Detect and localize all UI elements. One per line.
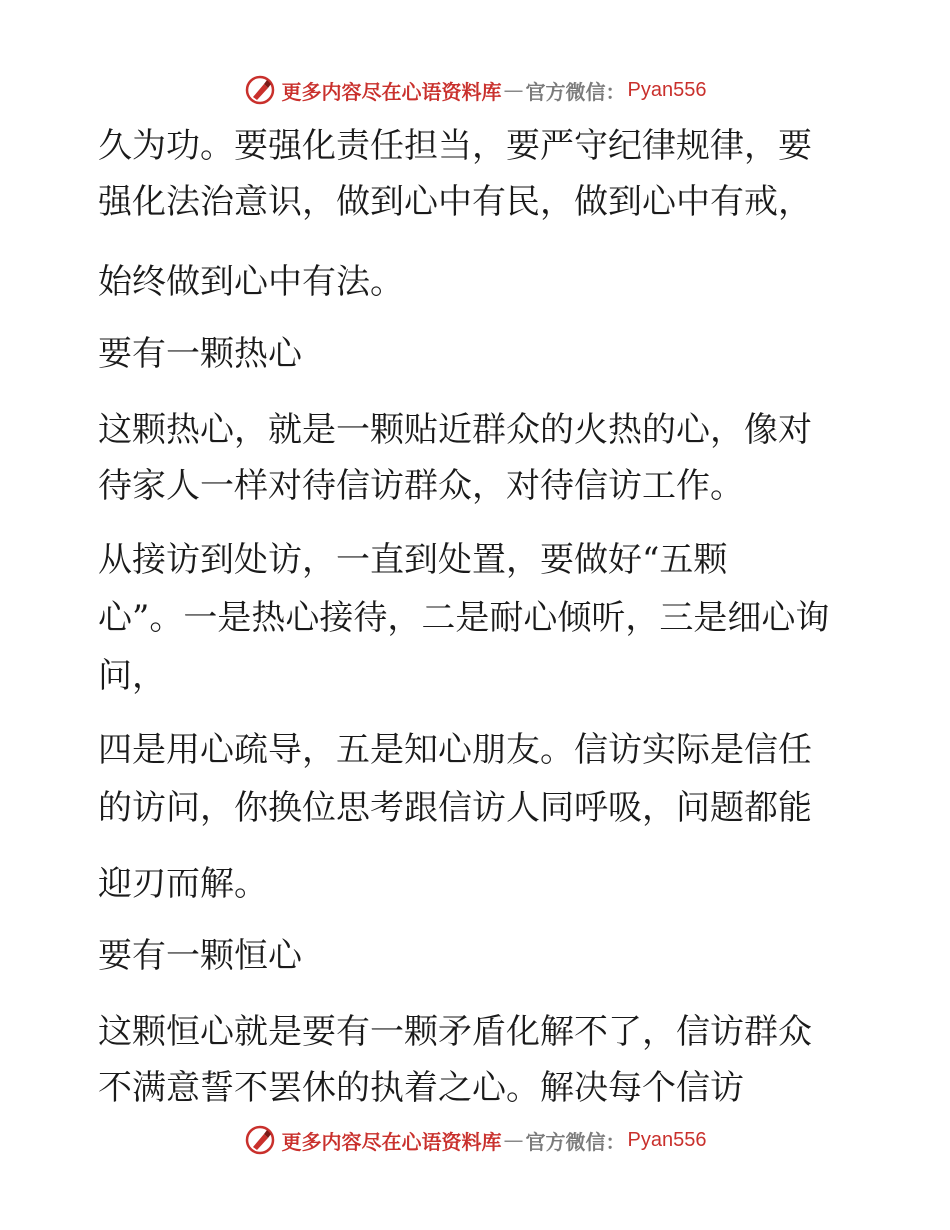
text-line: 待家人一样对待信访群众，对待信访工作。 xyxy=(98,466,744,506)
text-line: 强化法治意识，做到心中有民，做到心中有戒， xyxy=(98,182,812,222)
watermark-site-text: 更多内容尽在心语资料库 xyxy=(281,1129,502,1154)
watermark-site-text: 更多内容尽在心语资料库 xyxy=(281,79,502,104)
watermark-wechat-id: Pyan556 xyxy=(627,1128,707,1151)
pen-logo-icon xyxy=(244,1124,276,1156)
text-line: 的访问，你换位思考跟信访人同呼吸，问题都能 xyxy=(98,788,812,828)
text-line: 问， xyxy=(98,656,166,696)
text-line: 迎刃而解。 xyxy=(98,864,268,904)
text-line: 四是用心疏导，五是知心朋友。信访实际是信任 xyxy=(98,730,812,770)
pen-logo-icon xyxy=(244,74,276,106)
watermark-wechat-label: 官方微信： xyxy=(525,1129,626,1154)
text-line: 不满意誓不罢休的执着之心。解决每个信访 xyxy=(98,1068,744,1108)
text-line: 心”。一是热心接待，二是耐心倾听，三是细心询 xyxy=(98,598,830,638)
watermark-dash: — xyxy=(503,1128,524,1152)
watermark-wechat-label: 官方微信： xyxy=(525,79,626,104)
text-line: 久为功。要强化责任担当，要严守纪律规律，要 xyxy=(98,126,812,166)
text-line: 始终做到心中有法。 xyxy=(98,262,404,302)
text-line: 这颗恒心就是要有一颗矛盾化解不了，信访群众 xyxy=(98,1012,812,1052)
section-heading: 要有一颗恒心 xyxy=(98,936,302,976)
watermark-wechat-id: Pyan556 xyxy=(627,78,707,101)
text-line: 从接访到处访，一直到处置，要做好“五颗 xyxy=(98,540,728,580)
footer-watermark xyxy=(0,1120,950,1160)
section-heading: 要有一颗热心 xyxy=(98,334,302,374)
watermark-dash: — xyxy=(503,78,524,102)
text-line: 这颗热心，就是一颗贴近群众的火热的心，像对 xyxy=(98,410,812,450)
header-watermark xyxy=(0,70,950,110)
